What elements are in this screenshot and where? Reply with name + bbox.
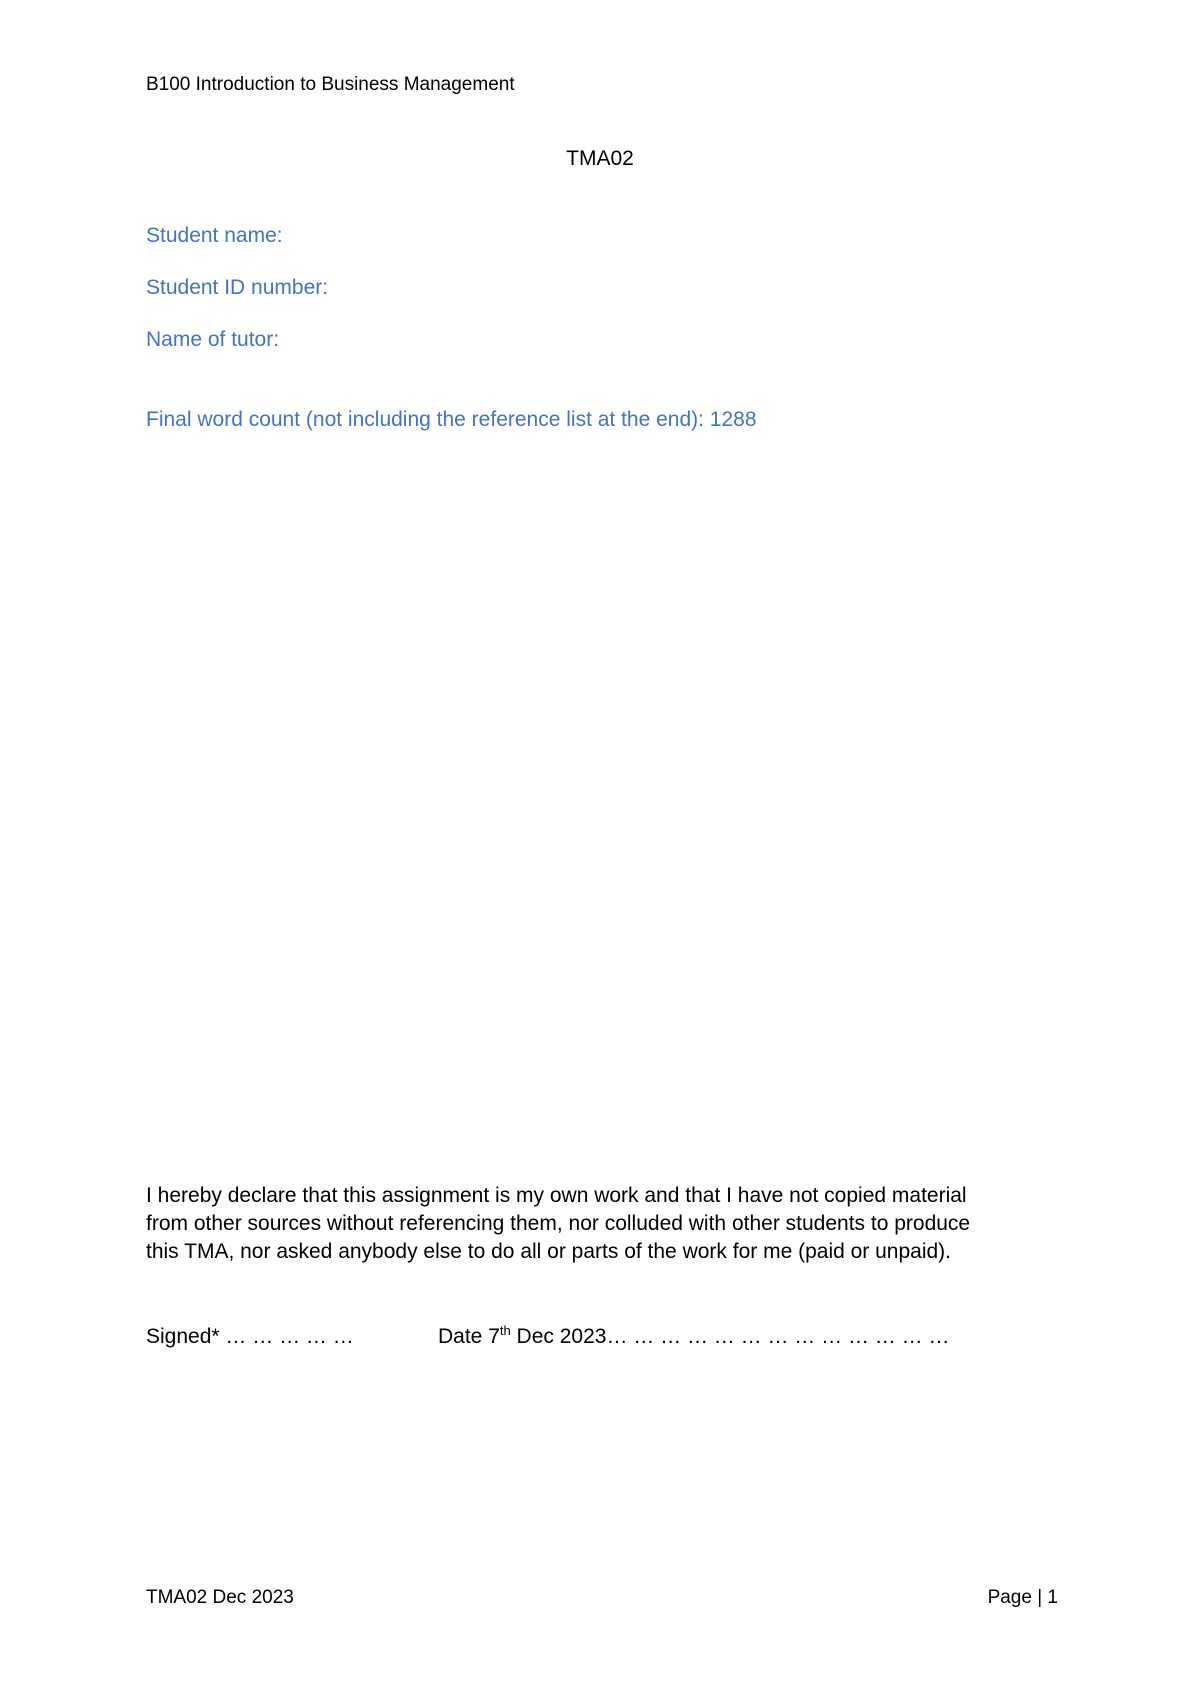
- page-number: Page | 1: [987, 1587, 1058, 1608]
- tutor-name-label: Name of tutor:: [146, 328, 280, 351]
- page-footer-left: TMA02 Dec 2023: [146, 1587, 294, 1608]
- student-id-label: Student ID number:: [146, 276, 329, 299]
- declaration-line: I hereby declare that this assignment is my own work and that I have not copied material: [146, 1184, 967, 1207]
- declaration-line: this TMA, nor asked anybody else to do all or parts of the work for me (paid or unpaid).: [146, 1240, 952, 1263]
- page-header-course-title: B100 Introduction to Business Management: [146, 74, 515, 95]
- date-prefix: Date 7: [438, 1325, 500, 1348]
- declaration-line: from other sources without referencing them, nor colluded with other students to produce: [146, 1212, 971, 1235]
- document-title: TMA02: [566, 147, 634, 170]
- date-superscript: th: [499, 1323, 511, 1338]
- signed-line: Signed* … … … … …: [146, 1325, 354, 1348]
- date-suffix: Dec 2023… … … … … … … … … … … … …: [510, 1325, 950, 1348]
- declaration-paragraph: [146, 1182, 1046, 1266]
- student-name-label: Student name:: [146, 224, 283, 247]
- word-count-label: Final word count (not including the reference list at the end): 1288: [146, 408, 757, 431]
- date-line: [438, 1325, 949, 1349]
